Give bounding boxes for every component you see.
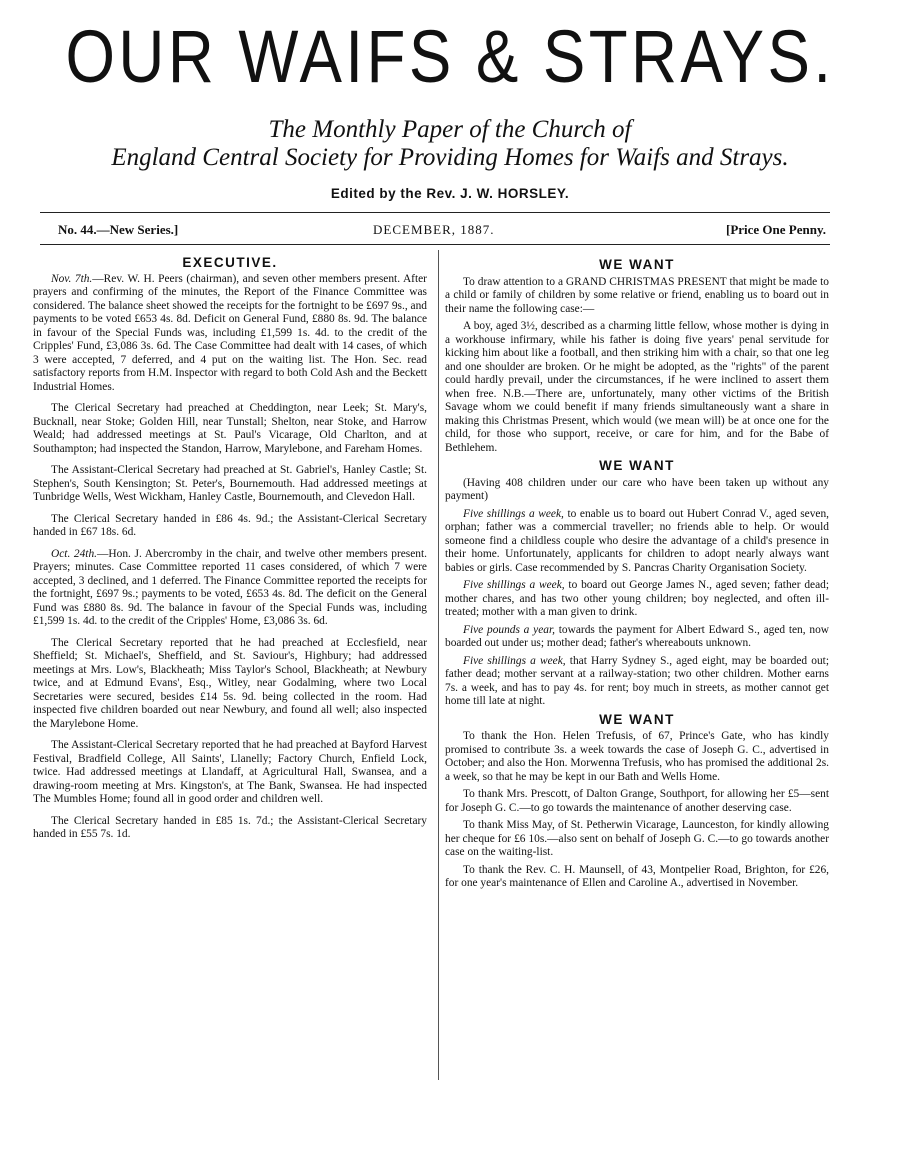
- paragraph-text: The Clerical Secretary had preached at Cheddington, near Leek; St. Mary's, Bucknall, near Stoke; Golden Hill, near Tunstall; Shelton, near Stoke, and Harrow Weald; had addressed meetings at St. Paul's Vicarage, Old Charlton, and at Southampton; had inspected the Standon, Harrow, Marylebone, and Fareham Homes.: [33, 402, 427, 455]
- issue-line: [58, 222, 826, 240]
- paragraph-lead: Five shillings a week,: [463, 654, 566, 667]
- paragraph-text: —Rev. W. H. Peers (chairman), and seven other members present. After prayers and confirming of the minutes, the Report of the Finance Committee was considered. The balance sheet showed the receipts for the fortnight to be £697 9s., and payments to be voted £653 4s. 8d. Deficit on General Fund, £880 8s. 9d. The balance in favour of the Special Funds was, including £1,599 1s. 4d. to the credit of the Cripples' Fund, £3,086 3s. 6d. The Case Committee had dealt with 14 cases, of which 3 were accepted, 7 deferred, and 4 put on the waiting list. The Hon. Sec. read satisfactory reports from H.M. Inspector with regard to both Cold Ash and the Beckett Industrial Homes.: [33, 272, 427, 393]
- article-paragraph: [33, 637, 427, 732]
- paragraph-text: The Clerical Secretary reported that he had preached at Ecclesfield, near Sheffield; St. Michael's, Sheffield, and St. Saviour's, Highbury; had addressed meetings at Mrs. Low's, Blackheath; Miss Taylor's School, Blackheath; at Newbury twice, and at Edmund Evans', Esq., Witley, near Godalming, where two Local Secretaries were secured, besides £14 5s. 9d. being collected in the room. Had inspected five children boarded out near Newbury, and found all well; also inspected the Marylebone Home.: [33, 636, 427, 730]
- issue-price: [Price One Penny.: [725, 222, 826, 237]
- article-paragraph: [33, 513, 427, 540]
- article-paragraph: [445, 320, 829, 455]
- article-paragraph: [445, 864, 829, 891]
- article-paragraph: [445, 730, 829, 784]
- right-column: [445, 256, 829, 895]
- section-heading-executive: EXECUTIVE.: [182, 255, 278, 270]
- paragraph-text: The Clerical Secretary handed in £85 1s. 7d.; the Assistant-Clerical Secretary handed in £55 7s. 1d.: [33, 814, 427, 840]
- paragraph-text: To draw attention to a GRAND CHRISTMAS PRESENT that might be made to a child or family of children by some relative or friend, enabling us to board out in their name the following case:—: [445, 275, 829, 315]
- section-heading-we-want: WE WANT: [599, 458, 675, 473]
- paragraph-text: to enable us to board out Hubert Conrad V., aged seven, orphan; father was a commercial traveller; no friends able to help. Or would someone find a childless couple who desire the advantage of a child's presence in their home. Unfortunately, applicants for children to adopt nearly always want babies or girls. Case recommended by S. Pancras Charity Organisation Society.: [445, 507, 829, 574]
- paragraph-lead: Nov. 7th.: [51, 272, 93, 285]
- column-divider: [438, 250, 439, 1080]
- paragraph-text: towards the payment for Albert Edward S., aged ten, now boarded out under us; mother dead; father's whereabouts unknown.: [445, 623, 829, 649]
- paragraph-text: To thank the Hon. Helen Trefusis, of 67, Prince's Gate, who has kindly promised to contribute 3s. a week towards the case of Joseph G. C., advertised in October; and also the Hon. Morwenna Trefusis, who has promised the additional 2s. a week, so that he may be kept in our Bath and Wells Home.: [445, 730, 829, 783]
- paragraph-text: that Harry Sydney S., aged eight, may be boarded out; father dead; mother servant at a railway-station; two other children. Mother earns 7s. a week, and has to pay 4s. for rent; boy much in streets, as mother cannot get home till late at night.: [445, 654, 829, 707]
- article-paragraph: [445, 477, 829, 504]
- top-rule: [40, 212, 830, 213]
- masthead-title: OUR WAIFS & STRAYS.: [65, 15, 835, 98]
- article-paragraph: [33, 402, 427, 456]
- paragraph-text: (Having 408 children under our care who have been taken up without any payment): [445, 476, 829, 502]
- paragraph-text: The Assistant-Clerical Secretary reported that he had preached at Bayford Harvest Festival, Bradfield College, All Saints', Llanelly; Factory Church, Enfield Lock, twice. Had addressed meetings at Llandaff, at Agricultural Hall, Swansea, and a drawing-room meeting at Mrs. Kingston's, at The Bank, Swansea. He had inspected The Mumbles Home; found all in good order and children well.: [33, 739, 427, 805]
- paragraph-text: The Assistant-Clerical Secretary had preached at St. Gabriel's, Hanley Castle; St. Stephen's, South Kensington; St. Peter's, Bournemouth. Had addressed meetings at Tunbridge Wells, West Wickham, Hanley Castle, Bournemouth, and Clevedon Hall.: [33, 464, 427, 503]
- article-paragraph: [33, 273, 427, 395]
- article-paragraph: [33, 739, 427, 807]
- paragraph-text: to board out George James N., aged seven; father dead; mother chares, and has two other young children; boy neglected, and often ill-treated; mother with a man given to drink.: [445, 579, 829, 618]
- article-paragraph: [33, 815, 427, 842]
- article-paragraph: [445, 579, 829, 620]
- paragraph-text: —Hon. J. Abercromby in the chair, and twelve other members present. Prayers; minutes. Case Committee reported 11 cases considered, of which 7 were accepted, 3 declined, and 1 deferred. The Finance Committee reported the receipts for the fortnight, £697 9s.; payments to be voted, £653 4s. 8d. The deficit on the General Fund was £880 8s. 9d. The balance in favour of the Special Funds was, including £1,599 1s. 4d. to the credit of the Cripples' Home, £3,086 3s. 6d.: [33, 547, 428, 627]
- paragraph-text: To thank the Rev. C. H. Maunsell, of 43, Montpelier Road, Brighton, for £26, for one year's maintenance of Ellen and Caroline A., advertised in November.: [445, 863, 829, 889]
- paragraph-text: The Clerical Secretary handed in £86 4s. 9d.; the Assistant-Clerical Secretary handed in £67 18s. 6d.: [33, 512, 427, 538]
- editor-credit: Edited by the Rev. J. W. HORSLEY.: [330, 186, 570, 201]
- article-paragraph: [445, 655, 829, 709]
- bottom-rule: [40, 244, 830, 245]
- paragraph-lead: Five shillings a week,: [463, 507, 564, 520]
- executive-paragraphs: [33, 273, 427, 842]
- masthead-subtitle-line2: England Central Society for Providing Homes for Waifs and Strays.: [111, 144, 789, 171]
- paragraph-lead: Oct. 24th.: [51, 547, 98, 560]
- article-paragraph: [33, 464, 427, 505]
- section-heading-we-want: WE WANT: [599, 711, 675, 727]
- paragraph-lead: Five shillings a week,: [463, 579, 565, 591]
- issue-date: DECEMBER, 1887.: [373, 222, 495, 237]
- paragraph-lead: Five pounds a year,: [463, 623, 555, 636]
- article-paragraph: [445, 508, 829, 576]
- article-paragraph: [445, 624, 829, 651]
- article-paragraph: [445, 819, 829, 860]
- left-column: [33, 256, 427, 850]
- issue-number: No. 44.—New Series.]: [58, 222, 179, 237]
- paragraph-text: A boy, aged 3½, described as a charming little fellow, whose mother is dying in a workhouse infirmary, while his father is doing five years' penal servitude for kicking him about like a football, and then striking him with a chair, so that one leg and one shoulder are broken. Or he might be adopted, as the "rights" of the parent could hardly prevail, under the circumstances, if he were inclined to assert them when free. N.B.—There are, unfortunately, many other victims of the British Savage whom we could benefit if many friends simultaneously want a share in making this Christmas Present, which would (we mean will) be at once one for the child, for those who support, receive, or care for him, and for the Babe of Bethlehem.: [445, 320, 829, 454]
- paragraph-text: To thank Mrs. Prescott, of Dalton Grange, Southport, for allowing her £5—sent for Joseph G. C.—to go towards the maintenance of another deserving case.: [445, 788, 829, 814]
- paragraph-text: To thank Miss May, of St. Petherwin Vicarage, Launceston, for kindly allowing her cheque for £6 10s.—also sent on behalf of Joseph G. C.—to go towards another case on the waiting-list.: [445, 819, 829, 858]
- article-paragraph: [33, 548, 427, 629]
- article-paragraph: [445, 276, 829, 317]
- masthead-subtitle-line1: The Monthly Paper of the Church of: [268, 116, 632, 143]
- article-paragraph: [445, 788, 829, 815]
- section-heading-we-want: WE WANT: [599, 257, 675, 272]
